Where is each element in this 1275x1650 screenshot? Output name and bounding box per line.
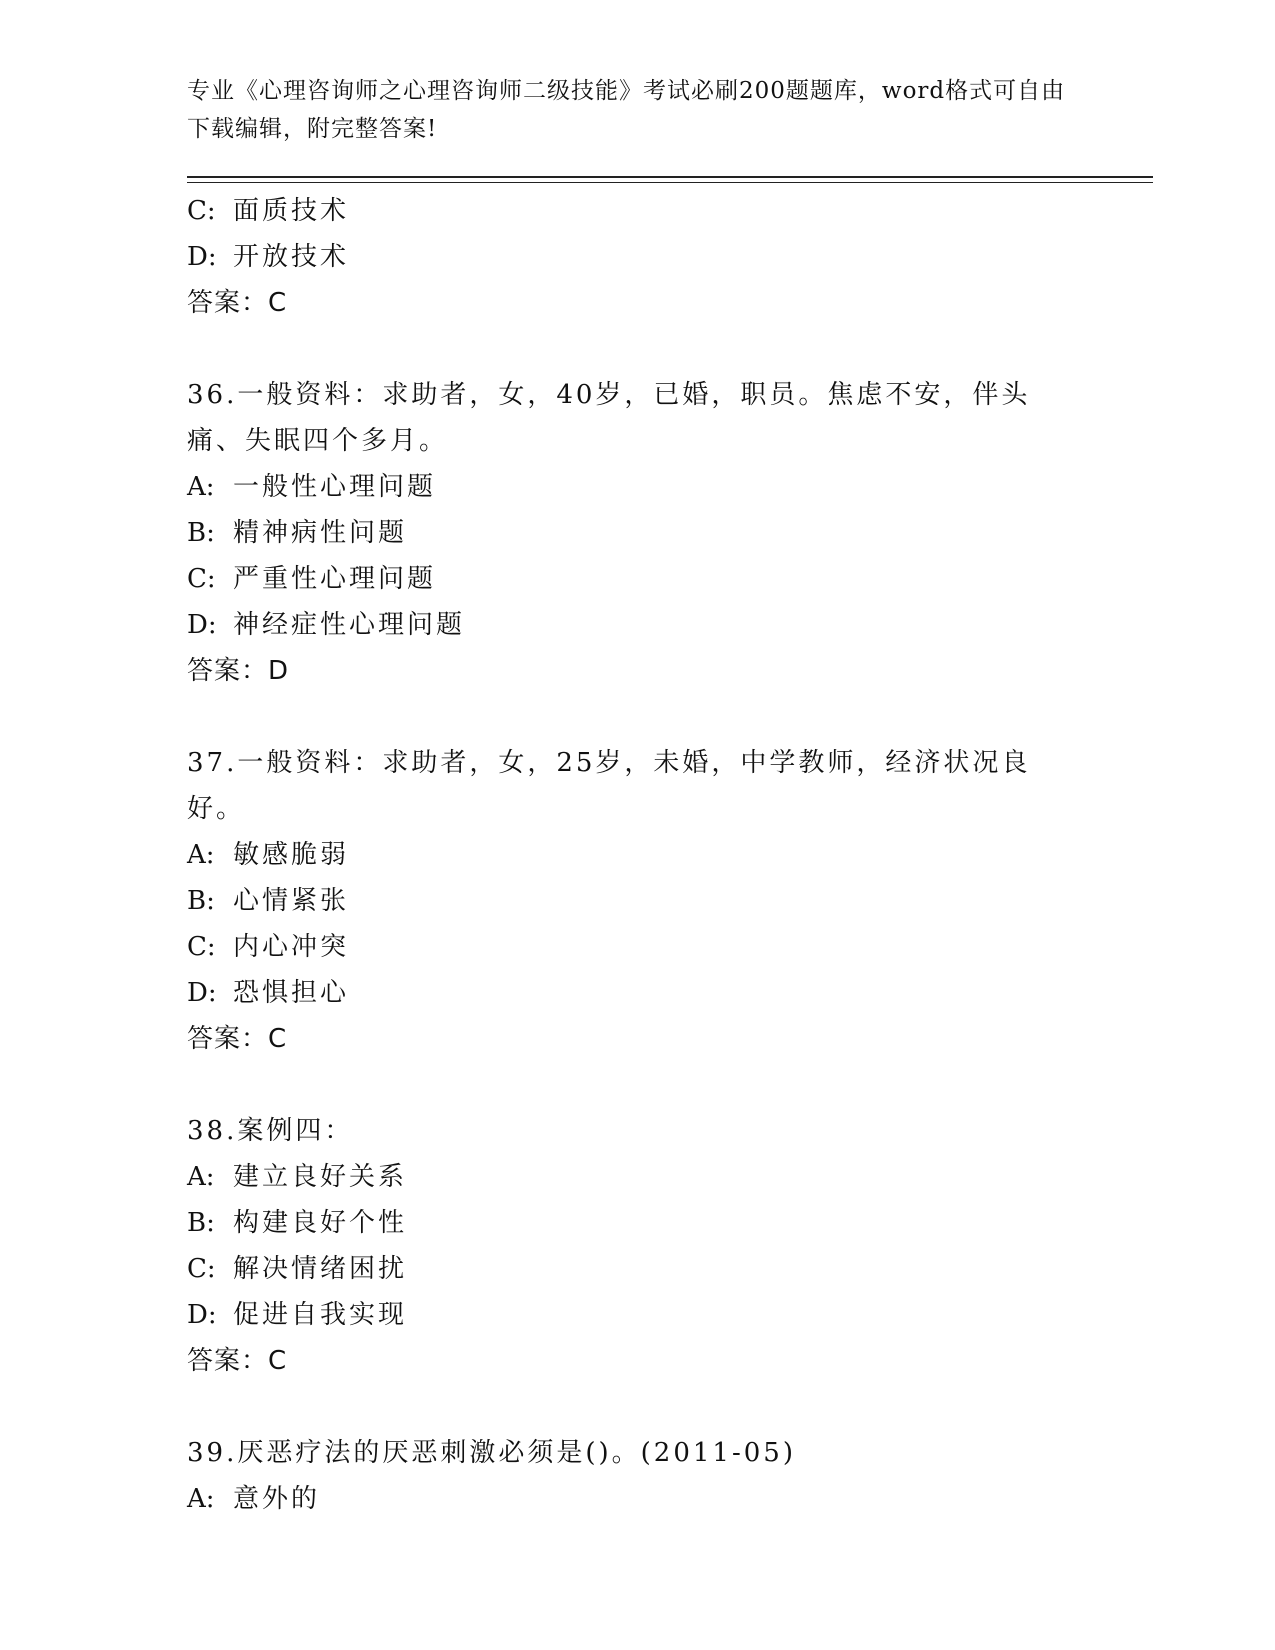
option-text: 严重性心理问题 xyxy=(233,564,437,594)
option-letter: B: xyxy=(187,518,215,548)
option-d xyxy=(187,1292,1087,1338)
option-a xyxy=(187,1154,1087,1200)
option-letter: B: xyxy=(187,1208,215,1238)
spacer xyxy=(187,1384,1087,1430)
option-letter: C: xyxy=(187,196,216,226)
option-a xyxy=(187,1476,1087,1522)
option-letter: A: xyxy=(187,1484,215,1514)
option-letter: D: xyxy=(187,242,217,272)
option-letter: B: xyxy=(187,886,215,916)
option-a xyxy=(187,832,1087,878)
option-letter: D: xyxy=(187,610,217,640)
option-letter: C: xyxy=(187,564,216,594)
option-text: 面质技术 xyxy=(233,196,350,226)
answer-line: 答案：D xyxy=(187,656,290,686)
question-36 xyxy=(187,372,1087,694)
option-b xyxy=(187,1200,1087,1246)
option-text: 解决情绪困扰 xyxy=(233,1254,408,1284)
option-letter: A: xyxy=(187,472,215,502)
header-divider-thin xyxy=(187,182,1153,183)
option-letter: D: xyxy=(187,1300,217,1330)
option-text: 心情紧张 xyxy=(233,886,350,916)
answer-line: 答案：C xyxy=(187,1346,288,1376)
option-letter: C: xyxy=(187,932,216,962)
option-text: 一般性心理问题 xyxy=(233,472,437,502)
answer-line: 答案：C xyxy=(187,288,288,318)
spacer xyxy=(187,1062,1087,1108)
question-38 xyxy=(187,1108,1087,1384)
question-37 xyxy=(187,740,1087,1062)
option-text: 意外的 xyxy=(233,1484,321,1514)
question-39 xyxy=(187,1430,1087,1522)
option-text: 构建良好个性 xyxy=(233,1208,408,1238)
option-letter: A: xyxy=(187,1162,215,1192)
option-c xyxy=(187,1246,1087,1292)
question-title: 37.一般资料：求助者，女，25岁，未婚，中学教师，经济状况良好。 xyxy=(187,748,1031,824)
spacer xyxy=(187,694,1087,740)
option-text: 开放技术 xyxy=(233,242,350,272)
question-title: 36.一般资料：求助者，女，40岁，已婚，职员。焦虑不安，伴头痛、失眠四个多月。 xyxy=(187,380,1031,456)
question-title: 39.厌恶疗法的厌恶刺激必须是()。(2011-05) xyxy=(187,1438,796,1468)
option-b xyxy=(187,510,1087,556)
question-title: 38.案例四： xyxy=(187,1116,354,1146)
spacer xyxy=(187,326,1087,372)
option-c xyxy=(187,556,1087,602)
option-text: 促进自我实现 xyxy=(233,1300,408,1330)
answer-line: 答案：C xyxy=(187,1024,288,1054)
option-letter: D: xyxy=(187,978,217,1008)
option-b xyxy=(187,878,1087,924)
option-d xyxy=(187,234,1087,280)
question-35 xyxy=(187,188,1087,326)
option-a xyxy=(187,464,1087,510)
document-body xyxy=(187,188,1087,1522)
option-d xyxy=(187,602,1087,648)
option-text: 精神病性问题 xyxy=(233,518,408,548)
option-text: 内心冲突 xyxy=(233,932,350,962)
option-letter: C: xyxy=(187,1254,216,1284)
option-text: 敏感脆弱 xyxy=(233,840,350,870)
option-c xyxy=(187,188,1087,234)
option-c xyxy=(187,924,1087,970)
option-letter: A: xyxy=(187,840,215,870)
option-text: 恐惧担心 xyxy=(233,978,350,1008)
option-d xyxy=(187,970,1087,1016)
option-text: 建立良好关系 xyxy=(233,1162,408,1192)
header-divider-thick xyxy=(187,176,1153,178)
option-text: 神经症性心理问题 xyxy=(233,610,466,640)
document-header: 专业《心理咨询师之心理咨询师二级技能》考试必刷200题题库，word格式可自由下载编辑，附完整答案! xyxy=(187,78,1066,142)
